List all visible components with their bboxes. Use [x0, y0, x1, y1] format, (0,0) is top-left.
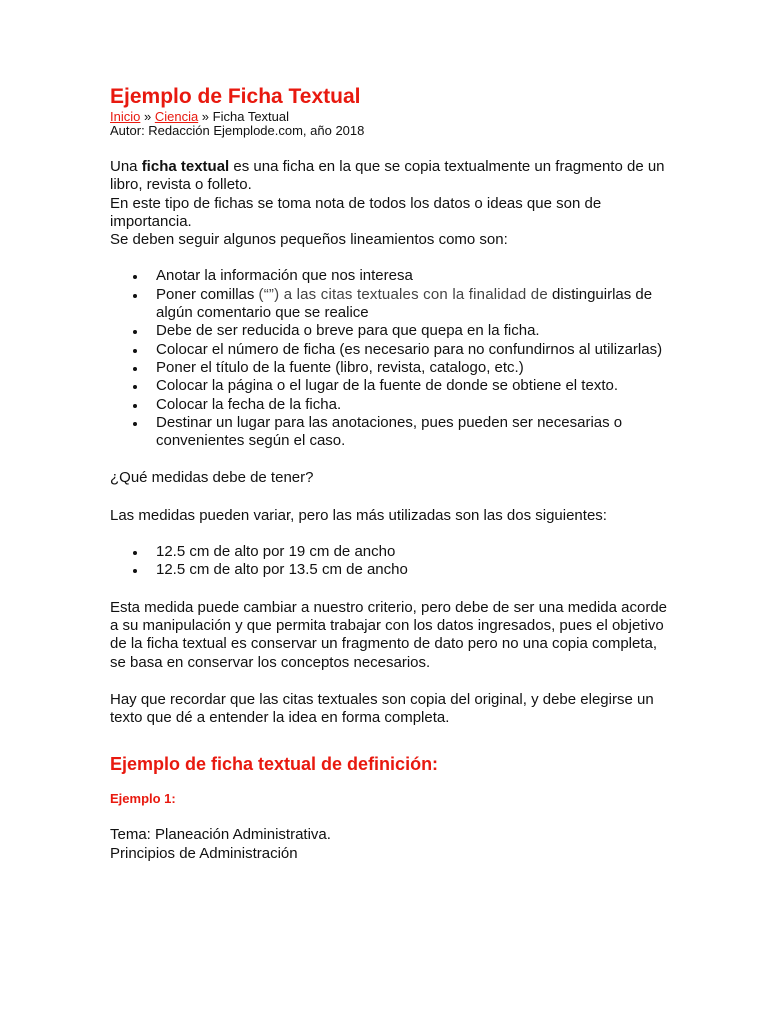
example-line: Tema: Planeación Administrativa. — [110, 826, 331, 844]
breadcrumb-separator: » — [140, 109, 155, 124]
list-item: Destinar un lugar para las anotaciones, pues pueden ser necesarias o convenientes según el caso. — [110, 414, 670, 451]
measures-intro: Las medidas pueden variar, pero las más utilizadas son las dos siguientes: — [110, 506, 607, 524]
recordar-paragraph: Hay que recordar que las citas textuales son copia del original, y debe elegirse un texto que dé a entender la idea en forma completa. — [110, 690, 654, 727]
measures-list — [110, 543, 670, 580]
intro-text: Una — [110, 158, 142, 175]
intro-line: Se deben seguir algunos pequeños lineamientos como son: — [110, 231, 508, 249]
list-item: Anotar la información que nos interesa — [110, 267, 670, 285]
question-line: ¿Qué medidas debe de tener? — [110, 469, 314, 487]
breadcrumb-separator: » — [198, 109, 213, 124]
intro-bold-term: ficha textual — [141, 158, 230, 175]
article-title: Ejemplo de Ficha Textual — [110, 85, 361, 108]
list-item: Colocar el número de ficha (es necesario para no confundirnos al utilizarlas) — [110, 341, 670, 359]
list-item: Colocar la página o el lugar de la fuente de donde se obtiene el texto. — [110, 377, 670, 395]
list-item: Colocar la fecha de la ficha. — [110, 396, 670, 414]
article — [110, 84, 670, 863]
breadcrumb-link-category[interactable]: Ciencia — [154, 109, 199, 124]
list-item: 12.5 cm de alto por 19 cm de ancho — [110, 543, 670, 561]
breadcrumb — [110, 110, 670, 124]
list-item: Debe de ser reducida o breve para que quepa en la ficha. — [110, 322, 670, 340]
list-item-text: distinguirlas de algún comentario que se realice — [156, 285, 653, 322]
list-item-text: (“”) a las citas textuales con la finalidad de — [258, 285, 548, 303]
guidelines-list — [110, 267, 670, 450]
list-item: 12.5 cm de alto por 13.5 cm de ancho — [110, 561, 670, 579]
breadcrumb-current: Ficha Textual — [212, 109, 290, 124]
example-line: Principios de Administración — [110, 844, 298, 862]
criterio-paragraph: Esta medida puede cambiar a nuestro criterio, pero debe de ser una medida acorde a su manipulación y que permita trabajar con los datos ingresados, pues el objetivo de la ficha textual es conservar un fragmento de dato pero no una copia completa, se basa en conservar los conceptos necesarios. — [110, 598, 667, 671]
list-item: Poner el título de la fuente (libro, revista, catalogo, etc.) — [110, 359, 670, 377]
section-heading: Ejemplo de ficha textual de definición: — [110, 754, 439, 775]
list-item-text: Poner comillas — [156, 285, 259, 303]
author-line: Autor: Redacción Ejemplode.com, año 2018 — [110, 123, 365, 138]
intro-paragraph — [110, 158, 670, 195]
breadcrumb-link-home[interactable]: Inicio — [110, 109, 141, 124]
intro-text: es una ficha en la que se copia textualmente un fragmento de un libro, revista o folleto. — [110, 158, 665, 194]
list-item — [110, 286, 670, 323]
intro-line: En este tipo de fichas se toma nota de todos los datos o ideas que son de importancia. — [110, 194, 602, 230]
example-label: Ejemplo 1: — [110, 791, 176, 807]
